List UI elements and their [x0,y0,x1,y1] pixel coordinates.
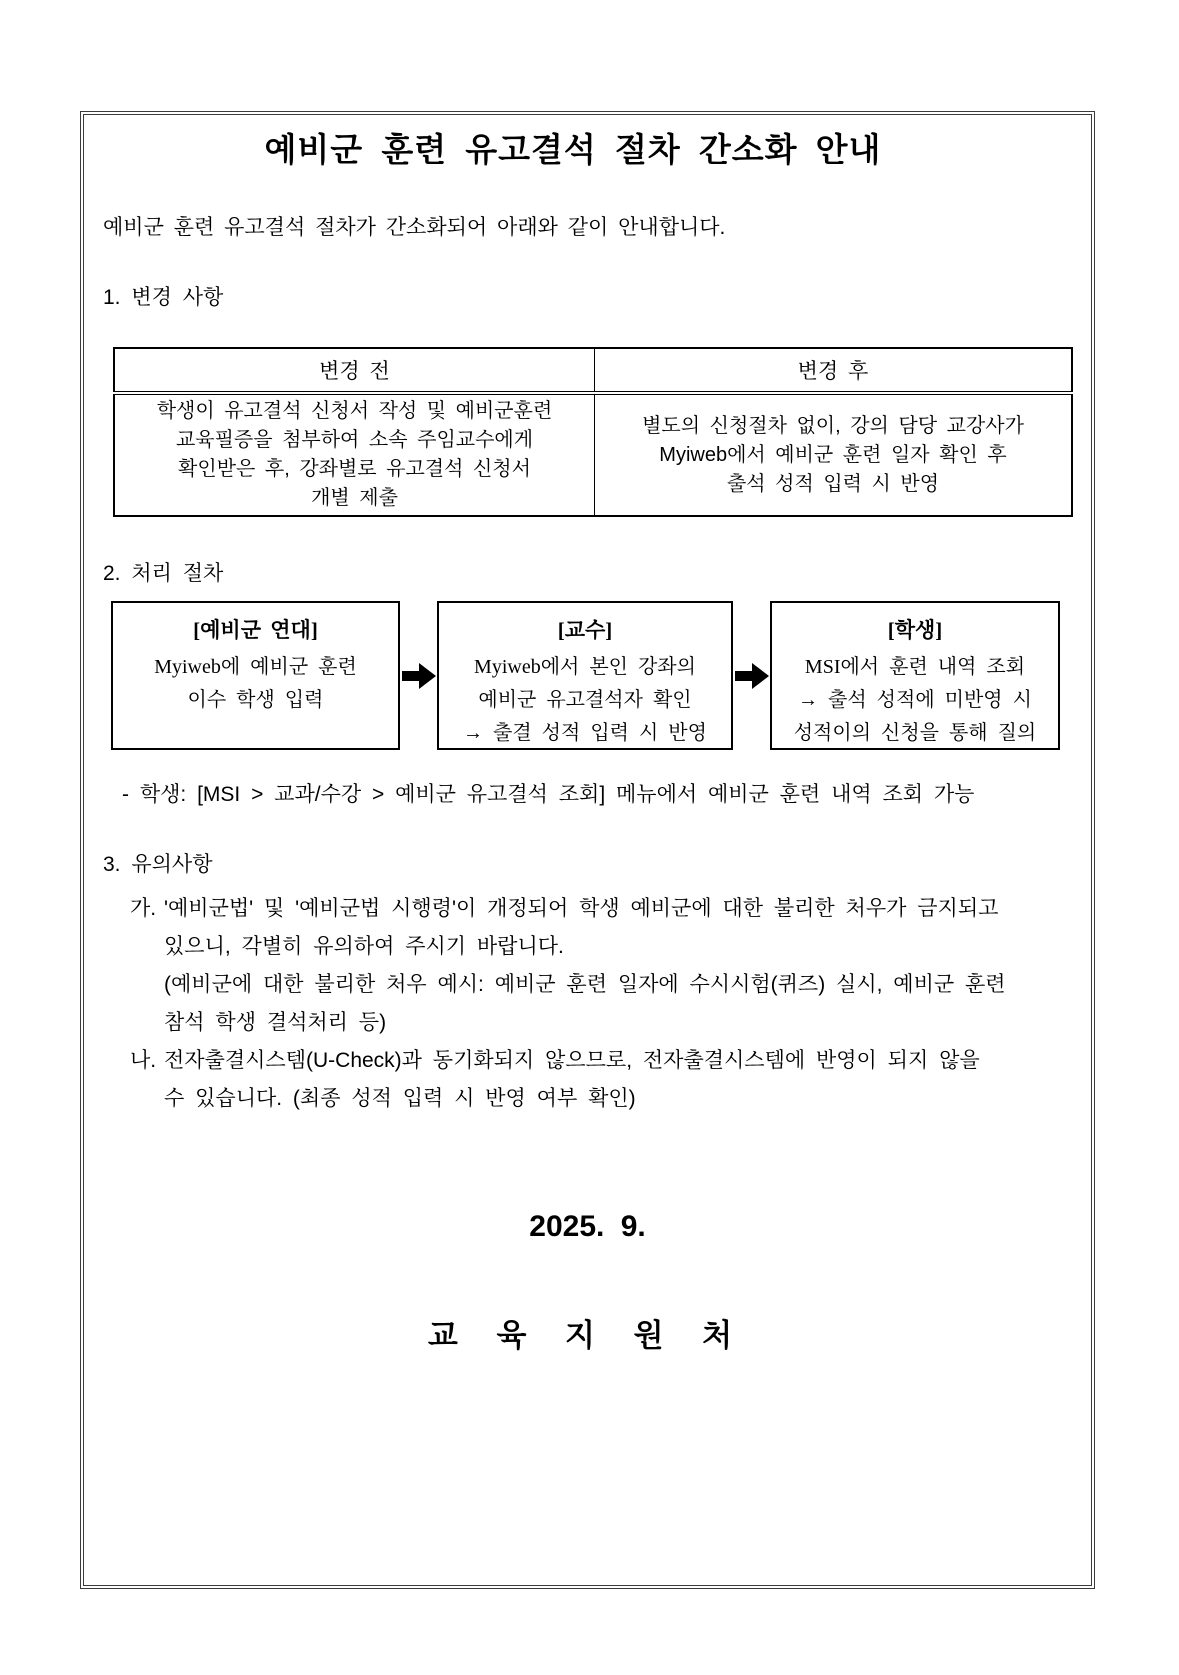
section1-heading: 1. 변경 사항 [103,286,224,309]
flow-step-lines [439,651,731,750]
process-flow-diagram [111,601,1065,750]
caution-line: 참석 학생 결석처리 등) [164,1011,387,1034]
flow-step-professor [437,601,733,750]
arrow-right-icon [733,662,770,690]
caution-line: 있으니, 각별히 유의하여 주시기 바랍니다. [164,935,564,958]
table-body-row [114,393,1072,516]
table-header-after: 변경 후 [595,348,1073,393]
arrow-right-icon [400,662,437,690]
caution-item-ga [130,890,1043,1042]
caution-line: 수 있습니다. (최종 성적 입력 시 반영 여부 확인) [164,1087,636,1110]
section3-heading: 3. 유의사항 [103,853,213,876]
table-line: 교육필증을 첨부하여 소속 주임교수에게 [175,429,534,451]
caution-line: 전자출결시스템(U-Check)과 동기화되지 않으므로, 전자출결시스템에 반영이 되지 않을 [164,1049,980,1072]
cautions-block [103,890,1043,1118]
flow-step-lines [772,651,1058,750]
caution-item-label: 가. [130,897,157,920]
caution-item-label: 나. [130,1049,157,1072]
flow-step-role: [예비군 연대] [193,618,318,642]
flow-step-role: [학생] [887,618,943,642]
flow-step-student [770,601,1060,750]
flow-step-reserve-unit [111,601,400,750]
document-border-frame [80,111,1095,1589]
flow-line: MSI에서 훈련 내역 조회 [804,656,1026,678]
caution-item-lines [164,890,1006,1042]
flow-line: 이수 학생 입력 [187,689,324,711]
flow-step-role: [교수] [557,618,613,642]
document-date: 2025. 9. [529,1210,646,1243]
flow-line: 예비군 유고결석자 확인 [478,689,692,711]
document-content [103,127,1043,1118]
table-line: Myiweb에서 예비군 훈련 일자 확인 후 [659,443,1007,466]
change-comparison-table [113,347,1073,517]
table-line: 개별 제출 [311,487,398,509]
page-title: 예비군 훈련 유고결석 절차 간소화 안내 [264,131,882,168]
table-line: 별도의 신청절차 없이, 강의 담당 교강사가 [642,414,1024,437]
flow-line: → 출석 성적에 미반영 시 [798,689,1032,711]
issuing-office-signature: 교 육 지 원 처 [427,1318,748,1353]
intro-paragraph: 예비군 훈련 유고결석 절차가 간소화되어 아래와 같이 안내합니다. [103,216,726,239]
caution-line: '예비군법' 및 '예비군법 시행령'이 개정되어 학생 예비군에 대한 불리한 처우가 금지되고 [164,897,999,920]
caution-item-na [130,1042,1043,1118]
flow-line: 성적이의 신청을 통해 질의 [793,722,1037,744]
table-header-row [114,348,1072,393]
table-header-before: 변경 전 [114,348,595,393]
flow-line: → 출결 성적 입력 시 반영 [463,722,707,744]
student-menu-note: - 학생: [MSI > 교과/수강 > 예비군 유고결석 조회] 메뉴에서 예비군 훈련 내역 조회 가능 [122,783,975,806]
caution-item-lines [164,1042,980,1118]
caution-line: (예비군에 대한 불리한 처우 예시: 예비군 훈련 일자에 수시시험(퀴즈) 실시, 예비군 훈련 [164,973,1006,996]
table-cell-before [114,393,595,516]
table-line: 출석 성적 입력 시 반영 [726,472,940,495]
table-cell-after [595,393,1073,516]
section2-heading: 2. 처리 절차 [103,562,224,585]
flow-line: Myiweb에 예비군 훈련 [154,656,357,678]
flow-line: Myiweb에서 본인 강좌의 [474,656,696,678]
flow-step-lines [113,651,398,717]
table-line: 학생이 유고결석 신청서 작성 및 예비군훈련 [156,400,553,422]
table-line: 확인받은 후, 강좌별로 유고결석 신청서 [178,458,531,480]
